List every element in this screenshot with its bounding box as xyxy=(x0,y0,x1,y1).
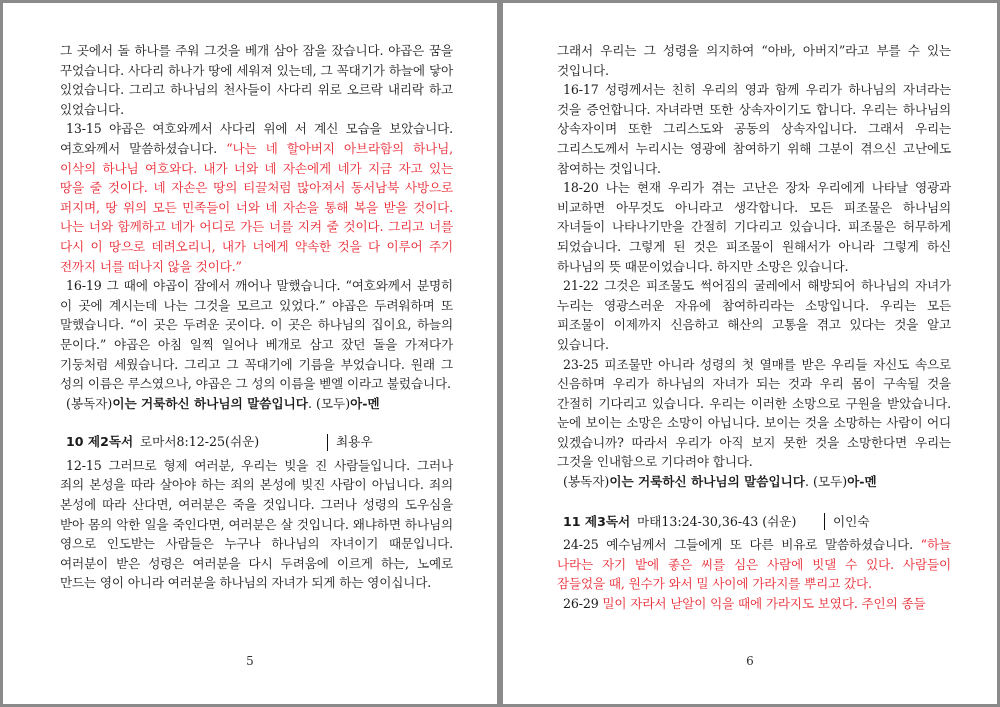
paragraph: 그 곳에서 돌 하나를 주워 그것을 베개 삼아 잠을 잤습니다. 야곱은 꿈을 꾸었습니다. 사다리 하나가 땅에 세워져 있는데, 그 꼭대기가 하늘에 닿아 있었습니다. 그리고 하나님의 천사들이 사다리 위로 오르락 내리락 하고 있었습니다. xyxy=(60,43,453,117)
verse-text: 26-29 xyxy=(563,596,603,612)
paragraph-verse-24-25 xyxy=(557,535,951,594)
amen-response: 아-멘 xyxy=(847,474,877,490)
reading-reference: 로마서8:12-25(쉬운) xyxy=(140,434,260,450)
reading-header-2 xyxy=(60,432,453,452)
amen-word-of-god: 이는 거룩하신 하나님의 말씀입니다 xyxy=(609,474,805,490)
page-number: 5 xyxy=(246,654,254,668)
paragraph-verse-12-15: 12-15 그러므로 형제 여러분, 우리는 빚을 진 사람들입니다. 그러나 죄의 본성을 따라 살아야 하는 죄의 본성에 빚진 사람이 아닙니다. 죄의 본성에 따라 산다면, 여러분은 죽을 것입니다. 그러나 성령의 도우심을 받아 몸의 악한 일을 죽인다면, 여러분은 살 것입니다. 왜냐하면 하나님의 영으로 인도받는 사람들은 누구나 하나님의 자녀이기 때문입니다. 여러분이 받은 성령은 여러분을 다시 두려움에 이르게 하는, 노예로 만드는 영이 아니라 여러분을 하나님의 자녀가 되게 하는 영이십니다. xyxy=(60,457,453,591)
reading-reference: 마태13:24-30,36-43 (쉬운) xyxy=(637,513,797,529)
reading-label: 11 제3독서 xyxy=(563,513,631,529)
amen-word-of-god: 이는 거룩하신 하나님의 말씀입니다 xyxy=(112,395,308,411)
divider xyxy=(327,434,328,451)
amen-response: 아-멘 xyxy=(350,395,380,411)
reading-header-3 xyxy=(557,512,951,532)
verse-quote-red: “하늘 나라는 자기 밭에 좋은 씨를 심은 사람에 빗댈 수 있다. 사람들이 잠들었을 때, 원수가 와서 밀 사이에 가라지를 뿌리고 갔다. xyxy=(557,537,951,592)
amen-all: . (모두) xyxy=(804,474,848,490)
paragraph-verse-16-19: 16-19 그 때에 야곱이 잠에서 깨어나 말했습니다. “여호와께서 분명히 이 곳에 계시는데 나는 그것을 모르고 있었다.” 야곱은 두려워하며 또 말했습니다. “이 곳은 두려운 곳이다. 이 곳은 하나님의 집이요, 하늘의 문이다.” 야곱은 아침 일찍 일어나 베개로 삼고 잤던 돌을 가져다가 기둥처럼 세웠습니다. 그리고 그 꼭대기에 기름을 부었습니다. 원래 그 성의 이름은 루스였으나, 야곱은 그 성의 이름을 벧엘 이라고 불렀습니다. xyxy=(60,278,453,392)
reading-reader: 이인숙 xyxy=(833,513,870,529)
reading-label: 10 제2독서 xyxy=(66,434,134,450)
verse-quote-red: “나는 네 할아버지 아브라함의 하나님, 이삭의 하나님 여호와다. 내가 너와 네 자손에게 네가 지금 자고 있는 땅을 줄 것이다. 네 자손은 땅의 티끌처럼 많아져서 동서남북 사방으로 퍼지며, 땅 위의 모든 민족들이 너와 네 자손을 통해 복을 받을 것이다. 나는 너와 함께하고 네가 어디로 가든 너를 지켜 줄 것이다. 그리고 너를 다시 이 땅으로 데려오리니, 내가 너에게 약속한 것을 다 이루어 주기 전까지 너를 떠나지 않을 것이다.” xyxy=(60,140,453,274)
paragraph-verse-23-25: 23-25 피조물만 아니라 성령의 첫 열매를 받은 우리들 자신도 속으로 신음하며 우리가 하나님의 자녀가 되는 것과 우리 몸이 구속될 것을 간절히 기다리고 있습니다. 우리는 이러한 소망으로 구원을 받았습니다. 눈에 보이는 소망은 소망이 아닙니다. 보이는 것을 소망하는 사람이 어디 있겠습니까? 따라서 우리가 아직 보지 못한 것을 소망한다면 우리는 그것을 인내함으로 기다려야 합니다. xyxy=(557,356,951,470)
paragraph-verse-21-22: 21-22 그것은 피조물도 썩어짐의 굴레에서 해방되어 하나님의 자녀가 누리는 영광스러운 자유에 참여하리라는 소망입니다. 우리는 모든 피조물이 이제까지 신음하고 해산의 고통을 겪고 있다는 것을 알고 있습니다. xyxy=(557,278,951,352)
verse-text: 24-25 예수님께서 그들에게 또 다른 비유로 말씀하셨습니다. xyxy=(563,537,921,553)
paragraph: 그래서 우리는 그 성령을 의지하여 “아바, 아버지”라고 부를 수 있는 것입니다. xyxy=(557,43,951,78)
verse-quote-red: 밀이 자라서 낟알이 익을 때에 가라지도 보였다. 주인의 종들 xyxy=(602,596,926,612)
amen-line xyxy=(557,472,951,492)
amen-reader: (봉독자) xyxy=(66,395,113,411)
paragraph-verse-13-15 xyxy=(60,119,453,276)
paragraph-verse-26-29 xyxy=(557,594,951,614)
amen-line xyxy=(60,394,453,414)
left-page xyxy=(3,3,497,704)
paragraph-verse-16-17: 16-17 성령께서는 친히 우리의 영과 함께 우리가 하나님의 자녀라는 것을 증언합니다. 자녀라면 또한 상속자이기도 합니다. 우리는 하나님의 상속자이며 또한 그리스도와 공동의 상속자입니다. 그래서 우리는 그리스도께서 누리시는 영광에 참여하기 위해 그분이 겪으신 고난에도 참여하는 것입니다. xyxy=(557,82,951,176)
right-page xyxy=(503,3,997,704)
amen-all: . (모두) xyxy=(307,395,351,411)
paragraph-verse-18-20: 18-20 나는 현재 우리가 겪는 고난은 장차 우리에게 나타날 영광과 비교하면 아무것도 아니라고 생각합니다. 모든 피조물은 하나님의 자녀들이 나타나기만을 간절히 기다리고 있습니다. 피조물은 허무하게 되었습니다. 그렇게 된 것은 피조물이 원해서가 아니라 그렇게 하신 하나님의 뜻 때문이었습니다. 하지만 소망은 있습니다. xyxy=(557,180,951,274)
verse-text: 13-15 야곱은 여호와께서 사다리 위에 서 계신 모습을 보았습니다. 여호와께서 말씀하셨습니다. xyxy=(60,121,453,156)
reading-reader: 최용우 xyxy=(336,434,373,450)
page-number: 6 xyxy=(746,654,754,668)
amen-reader: (봉독자) xyxy=(563,474,610,490)
divider xyxy=(824,513,825,530)
